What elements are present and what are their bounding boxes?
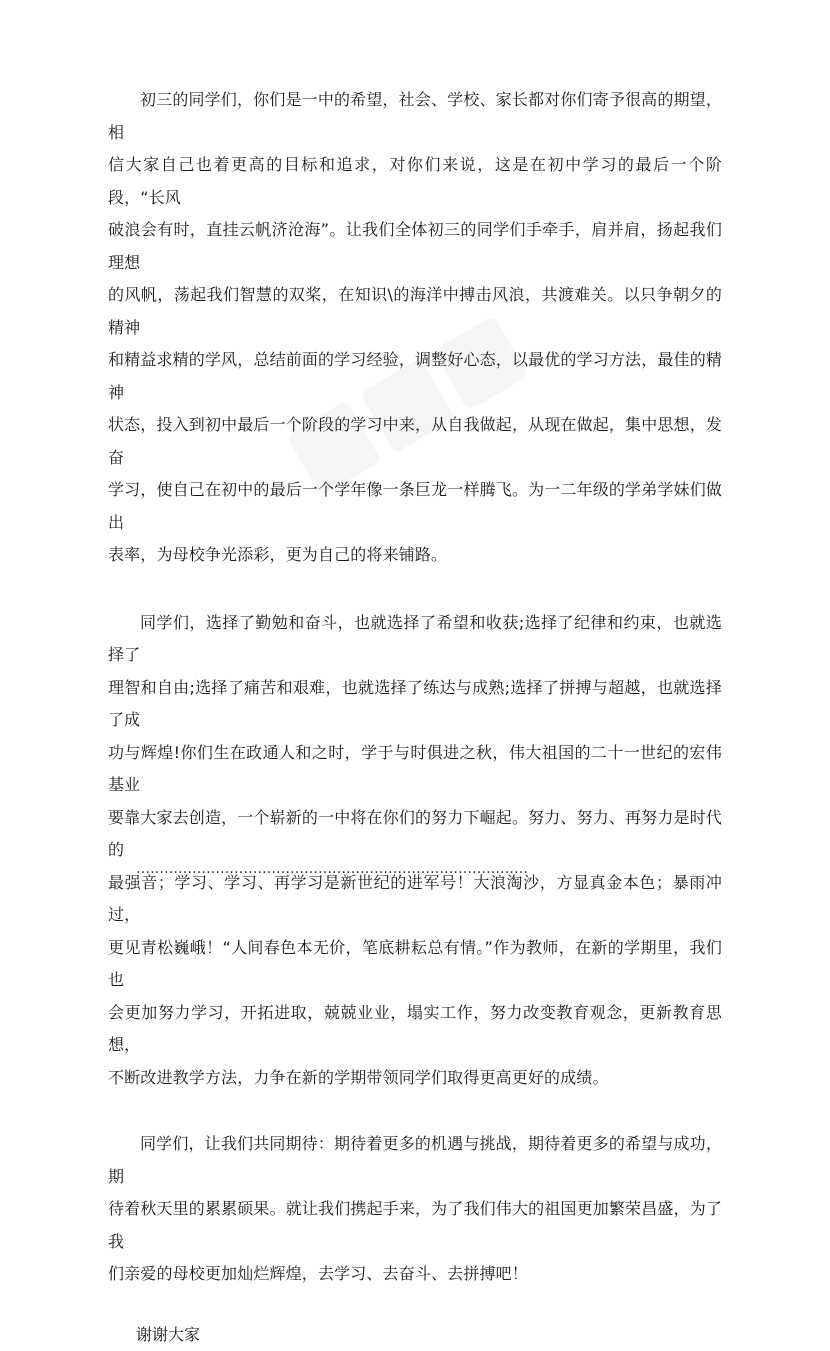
paragraph-1: 初三的同学们，你们是一中的希望，社会、学校、家长都对你们寄予很高的期望，相 信大家自己也着更高的目标和追求，对你们来说，这是在初中学习的最后一个阶段，“长风 破浪会有时，直挂云帆济沧海”。让我们全体初三的同学们手牵手，肩并肩，扬起我们理想 的风帆，荡起我们智慧的双桨，在知识\的海洋中搏击风浪，共渡难关。以只争朝夕的精神 和精益求精的学风，总结前面的学习经验，调整好心态，以最优的学习方法，最佳的精神 状态，投入到初中最后一个阶段的学习中来，从自我做起，从现在做起，集中思想，发奋 学习，使自己在初中的最后一个学年像一条巨龙一样腾飞。为一二年级的学弟学妹们做出 表率，为母校争光添彩，更为自己的将来铺路。 [108,90,722,564]
paragraph-2: 同学们，选择了勤勉和奋斗，也就选择了希望和收获;选择了纪律和约束，也就选择了 理智和自由;选择了痛苦和艰难，也就选择了练达与成熟;选择了拼搏与超越，也就选择了成 功与辉煌!你们生在政通人和之时，学于与时俱进之秋，伟大祖国的二十一世纪的宏伟基业 要靠大家去创造，一个崭新的一中将在你们的努力下崛起。努力、努力、再努力是时代的 最强音；学习、学习、再学习是新世纪的进军号！大浪淘沙，方显真金本色；暴雨冲过， 更见青松巍峨！“人间春色本无价，笔底耕耘总有情。”作为教师，在新的学期里，我们也 会更加努力学习，开拓进取，兢兢业业，塌实工作，努力改变教育观念，更新教育思想， 不断改进教学方法，力争在新的学期带领同学们取得更高更好的成绩。 [108,612,722,1087]
paragraph-3: 同学们，让我们共同期待：期待着更多的机遇与挑战，期待着更多的希望与成功，期 待着秋天里的累累硕果。就让我们携起手来，为了我们伟大的祖国更加繁荣昌盛，为了我 们亲爱的母校更加灿烂辉煌，去学习、去奋斗、去拼搏吧！ [108,1134,722,1283]
document-body [108,84,722,1351]
dotted-separator: ………………………………………………………………………… [136,861,528,877]
closing-text: 谢谢大家 [136,1324,201,1344]
